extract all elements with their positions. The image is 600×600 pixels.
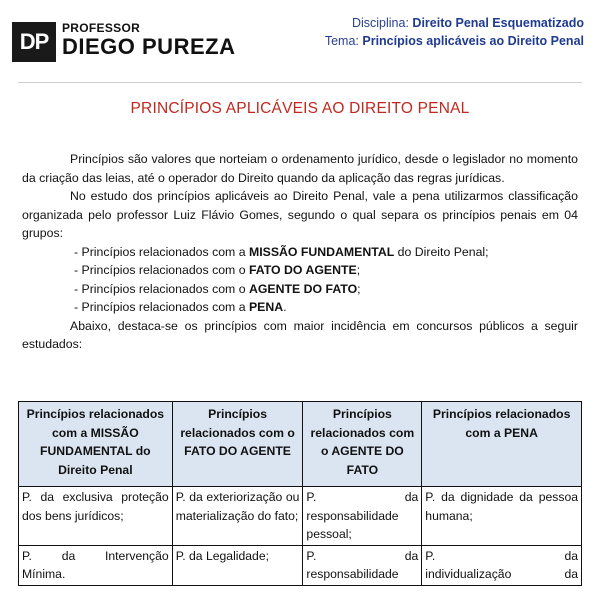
cell-word: da bbox=[61, 548, 76, 563]
tema-value: Princípios aplicáveis ao Direito Penal bbox=[362, 34, 584, 48]
paragraph-intro: Princípios são valores que norteiam o ordenamento jurídico, desde o legislador no momento da criação das leias, até o operador do Direito quando da aplicação das regras jurídicas. bbox=[22, 152, 578, 185]
cell-word: da bbox=[564, 548, 578, 563]
table-header-cell: Princípios relacionados com a PENA bbox=[422, 402, 582, 487]
paragraph-classification: No estudo dos princípios aplicáveis ao Direito Penal, vale a pena utilizarmos classificação organizada pelo professor Luiz Flávio Gomes, segundo o qual separa os princípios penais em 04 grupos: bbox=[22, 189, 578, 240]
group-item-prefix: - Princípios relacionados com a bbox=[74, 300, 249, 314]
group-item-keyword: MISSÃO FUNDAMENTAL bbox=[248, 244, 395, 259]
cell-word: individualização bbox=[425, 567, 512, 581]
principles-table bbox=[18, 401, 582, 586]
group-item-suffix: ; bbox=[356, 263, 361, 277]
group-item-suffix: . bbox=[283, 300, 287, 314]
paragraph-highlight: Abaixo, destaca-se os princípios com maior incidência em concursos públicos a seguir estudados: bbox=[22, 318, 578, 351]
cell-text: responsabilidade bbox=[306, 567, 399, 581]
cell-word: P. bbox=[22, 548, 32, 563]
cell-text: responsabilidade pessoal; bbox=[306, 508, 399, 541]
group-item-fato bbox=[22, 261, 578, 280]
table-cell bbox=[422, 545, 582, 585]
group-item-prefix: - Princípios relacionados com a bbox=[74, 244, 249, 259]
cell-word: P. bbox=[425, 548, 436, 563]
table-cell: P. da dignidade da pessoa humana; bbox=[422, 487, 582, 546]
group-item-agente bbox=[22, 280, 578, 299]
cell-justified-line bbox=[425, 547, 578, 566]
table-row bbox=[19, 487, 582, 546]
group-item-pena bbox=[22, 298, 578, 317]
logo-professor-label: PROFESSOR bbox=[62, 21, 141, 35]
disciplina-line bbox=[325, 14, 584, 32]
cell-justified-line bbox=[425, 565, 578, 584]
logo-mark: DP bbox=[12, 22, 56, 62]
cell-word: da bbox=[404, 548, 419, 563]
disciplina-label: Disciplina: bbox=[351, 16, 409, 30]
cell-word: da bbox=[564, 567, 578, 581]
tema-label: Tema: bbox=[324, 34, 359, 48]
group-item-suffix: ; bbox=[357, 281, 361, 296]
table-cell: P. da Legalidade; bbox=[172, 545, 303, 585]
table-header-cell: Princípios relacionados com a MISSÃO FUNDAMENTAL do Direito Penal bbox=[19, 402, 173, 487]
page-title: PRINCÍPIOS APLICÁVEIS AO DIREITO PENAL bbox=[130, 100, 470, 117]
table-header-cell: Princípios relacionados com o FATO DO AGENTE bbox=[172, 402, 303, 487]
page-header bbox=[0, 0, 600, 80]
cell-word: Intervenção bbox=[104, 548, 169, 563]
group-item-suffix: do Direito Penal; bbox=[394, 244, 489, 259]
group-item-keyword: PENA bbox=[248, 300, 284, 314]
table-cell: P. da exteriorização ou materialização do fato; bbox=[172, 487, 303, 546]
group-item-keyword: FATO DO AGENTE bbox=[248, 263, 357, 277]
table-cell bbox=[303, 545, 422, 585]
table-cell bbox=[19, 545, 173, 585]
table-cell: P. da exclusiva proteção dos bens jurídicos; bbox=[19, 487, 173, 546]
table-cell bbox=[303, 487, 422, 546]
table-header-row bbox=[19, 402, 582, 487]
header-meta bbox=[325, 14, 584, 50]
group-item-prefix: - Princípios relacionados com o bbox=[74, 263, 249, 277]
cell-word: P. bbox=[306, 490, 317, 504]
disciplina-value: Direito Penal Esquematizado bbox=[412, 16, 584, 30]
cell-justified-line bbox=[306, 488, 418, 507]
cell-justified-line bbox=[306, 547, 418, 566]
cell-justified-line bbox=[22, 547, 169, 566]
table-row bbox=[19, 545, 582, 585]
cell-word: da bbox=[404, 490, 419, 504]
header-divider bbox=[18, 82, 582, 83]
group-item-keyword: AGENTE DO FATO bbox=[248, 281, 358, 296]
group-item-missao bbox=[22, 243, 578, 262]
logo-author-name: DIEGO PUREZA bbox=[62, 34, 236, 59]
tema-line bbox=[325, 32, 584, 50]
table-header-cell: Princípios relacionados com o AGENTE DO FATO bbox=[303, 402, 422, 487]
document-body bbox=[22, 150, 578, 354]
group-item-prefix: - Princípios relacionados com o bbox=[74, 281, 249, 296]
cell-word: P. bbox=[306, 548, 317, 563]
cell-text: Mínima. bbox=[22, 567, 66, 581]
